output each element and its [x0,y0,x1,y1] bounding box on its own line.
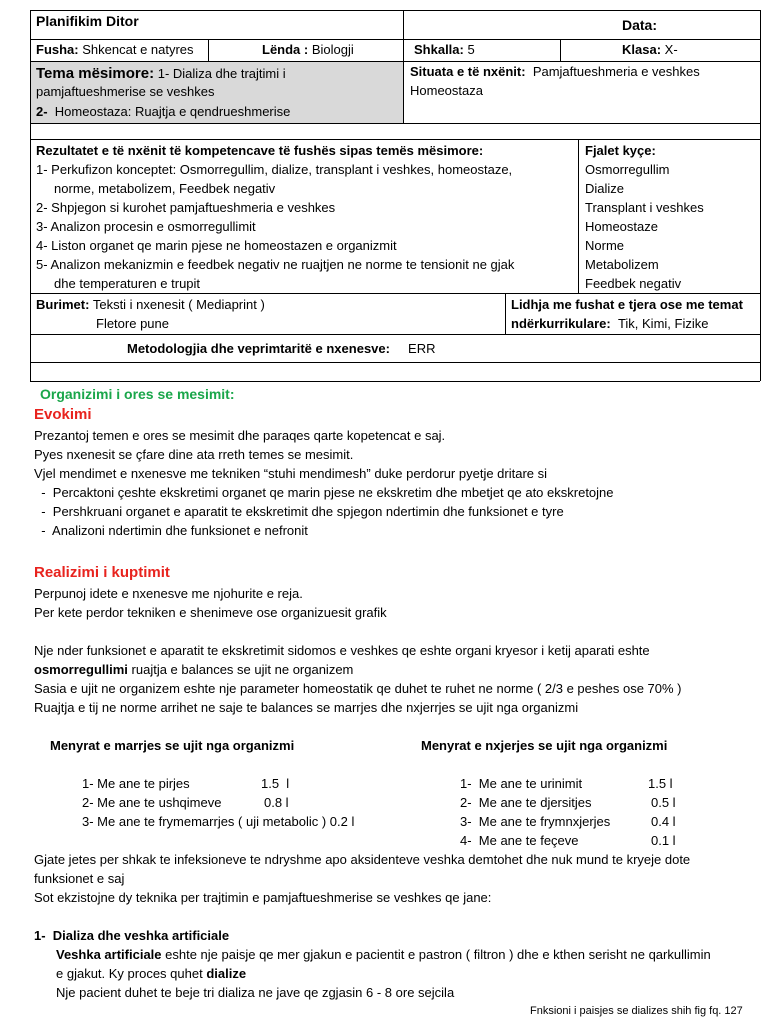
marrja-item-label: 3- Me ane te frymemarrjes ( uji metabolic ) 0.2 l [82,814,355,829]
realizimi-para1: Nje nder funksionet e aparatit te ekskretimit sidomos e veshkes qe eshte organi kryesor i ketij aparati eshte [34,643,650,658]
tema-text-2: pamjaftueshmerise se veshkes [36,84,215,99]
burimet-value-2: Fletore pune [96,316,169,331]
shkalla-label: Shkalla: [414,42,464,57]
rezultat-item: dhe temperaturen e trupit [36,276,201,291]
situata-line1 [410,64,700,80]
lidhja-line2 [511,316,708,332]
rezultat-item: 2- Shpjegon si kurohet pamjaftueshmeria e veshkes [36,200,336,215]
closing-line: funksionet e saj [34,871,125,886]
realizimi-para1-rest: ruajtja e balances se ujit ne organizem [127,662,354,677]
burimet-label: Burimet: [36,297,90,312]
realizimi-para3: Ruajtja e tij ne norme arrihet ne saje te balances se marrjes dhe nxjerrjes se ujit nga organizmi [34,700,579,715]
nxjerrja-item-label: 2- Me ane te djersitjes [460,795,592,810]
situata-line2: Homeostaza [410,83,483,98]
fjalet-heading: Fjalet kyçe: [585,143,656,158]
realizimi-para1-cont [34,662,353,678]
klasa-value: X- [664,42,678,57]
keyword: Dialize [585,181,625,196]
klasa-label: Klasa: [622,42,662,57]
keyword: Osmorregullim [585,162,670,177]
rezultat-item: 4- Liston organet qe marin pjese ne homeostazen e organizmit [36,238,397,253]
rezultat-item: 5- Analizon mekanizmin e feedbek negativ ne ruajtjen ne norme te tensionit ne gjak [36,257,515,272]
tema-line3 [36,104,290,120]
marrja-item-value: 0.8 l [264,795,289,810]
shkalla-value: 5 [467,42,475,57]
marrja-item-label: 1- Me ane te pirjes [82,776,190,791]
metodologjia-row [127,341,435,357]
veshka-line2-text: e gjakut. Ky proces quhet [56,966,207,981]
marrja-item-value: 1.5 l [261,776,290,791]
realizimi-line: Perpunoj idete e nxenesve me njohurite e reja. [34,586,303,601]
fusha-field [36,42,194,58]
dializa-heading: 1- Dializa dhe veshka artificiale [34,928,230,943]
osmorregullimi-term: osmorregullimi [34,662,128,677]
veshka-text: eshte nje paisje qe mer gjakun e pacientit e pastron ( filtron ) dhe e kthen serisht ne qarkullimin [161,947,711,962]
nxjerrja-item-value: 0.5 l [651,795,676,810]
evokimi-line: Pyes nxenesit se çfare dine ata rreth temes se mesimit. [34,447,354,462]
evokimi-heading: Evokimi [34,406,92,423]
nxjerrja-item-value: 0.4 l [651,814,676,829]
veshka-artificiale-term: Veshka artificiale [56,947,162,962]
situata-label: Situata e të nxënit: [410,64,526,79]
marrja-heading: Menyrat e marrjes se ujit nga organizmi [50,738,295,753]
tema-label: Tema mësimore: [36,65,155,82]
page-title: Planifikim Ditor [36,13,139,29]
fusha-value: Shkencat e natyres [82,42,194,57]
burimet-value-1: Teksti i nxenesit ( Mediaprint ) [92,297,265,312]
realizimi-para2: Sasia e ujit ne organizem eshte nje parameter homeostatik qe duhet te ruhet ne norme ( 2/3 e peshes ose 70% ) [34,681,682,696]
rezultat-item: 1- Perkufizon konceptet: Osmorregullim, dialize, transplant i veshkes, homeostaze, [36,162,513,177]
tema-text-1: 1- Dializa dhe trajtimi i [157,66,286,81]
evokimi-line: Vjel mendimet e nxenesve me tekniken “stuhi mendimesh” duke perdorur pyetje dritare si [34,466,548,481]
metodologjia-label: Metodologjia dhe veprimtaritë e nxenesve: [127,341,390,356]
evokimi-line: - Percaktoni çeshte ekskretimi organet qe marin pjese ne ekskretim dhe mbetjet qe ato ekskretojne [34,485,614,500]
lidhja-label: ndërkurrikulare: [511,316,611,331]
organizimi-heading: Organizimi i ores se mesimit: [40,386,235,402]
keyword: Metabolizem [585,257,659,272]
lenda-value: Biologji [311,42,354,57]
evokimi-line: - Analizoni ndertimin dhe funksionet e nefronit [34,523,308,538]
metodologjia-value: ERR [408,341,436,356]
nxjerrja-item-label: 3- Me ane te frymnxjerjes [460,814,611,829]
veshka-line2 [56,966,246,982]
klasa-field [622,42,678,58]
veshka-line3: Nje pacient duhet te beje tri dializa ne jave qe zgjasin 6 - 8 ore sejcila [56,985,455,1000]
keyword: Transplant i veshkes [585,200,704,215]
rezultatet-heading: Rezultatet e të nxënit të kompetencave të fushës sipas temës mësimore: [36,143,484,158]
burimet-line1 [36,297,265,313]
fusha-label: Fusha: [36,42,79,57]
veshka-line1 [56,947,711,963]
nxjerrja-item-value: 1.5 l [648,776,673,791]
lenda-field [262,42,354,58]
nxjerrja-heading: Menyrat e nxjerjes se ujit nga organizmi [421,738,668,753]
shkalla-field [414,42,475,58]
lenda-label: Lënda : [262,42,309,57]
closing-line: Sot ekzistojne dy teknika per trajtimin e pamjaftueshmerise se veshkes qe jane: [34,890,492,905]
tema-text-3: Homeostaza: Ruajtja e qendrueshmerise [54,104,291,119]
closing-line: Gjate jetes per shkak te infeksioneve te ndryshme apo aksidenteve veshka demtohet dhe nuk mund te kryeje dote [34,852,691,867]
lidhja-line1: Lidhja me fushat e tjera ose me temat [511,297,743,312]
keyword: Feedbek negativ [585,276,682,291]
evokimi-line: Prezantoj temen e ores se mesimit dhe paraqes qarte kopetencat e saj. [34,428,446,443]
nxjerrja-item-label: 1- Me ane te urinimit [460,776,583,791]
keyword: Homeostaze [585,219,658,234]
realizimi-line: Per kete perdor tekniken e shenimeve ose organizuesit grafik [34,605,387,620]
tema-line1 [36,66,286,82]
dialize-term: dialize [206,966,247,981]
nxjerrja-item-value: 0.1 l [651,833,676,848]
marrja-item-label: 2- Me ane te ushqimeve [82,795,222,810]
keyword: Norme [585,238,625,253]
realizimi-heading: Realizimi i kuptimit [34,564,170,581]
tema-number-2: 2- [36,104,48,119]
evokimi-line: - Pershkruani organet e aparatit te ekskretimit dhe spjegon ndertimin dhe funksionet e tyre [34,504,564,519]
nxjerrja-item-label: 4- Me ane te feçeve [460,833,579,848]
rezultat-item: 3- Analizon procesin e osmorregullimit [36,219,256,234]
footnote: Fnksioni i paisjes se dializes shih fig fq. 127 [530,1005,743,1017]
situata-value: Pamjaftueshmeria e veshkes [532,64,700,79]
rezultat-item: norme, metabolizem, Feedbek negativ [36,181,276,196]
lidhja-value: Tik, Kimi, Fizike [617,316,709,331]
date-label: Data: [622,17,658,33]
